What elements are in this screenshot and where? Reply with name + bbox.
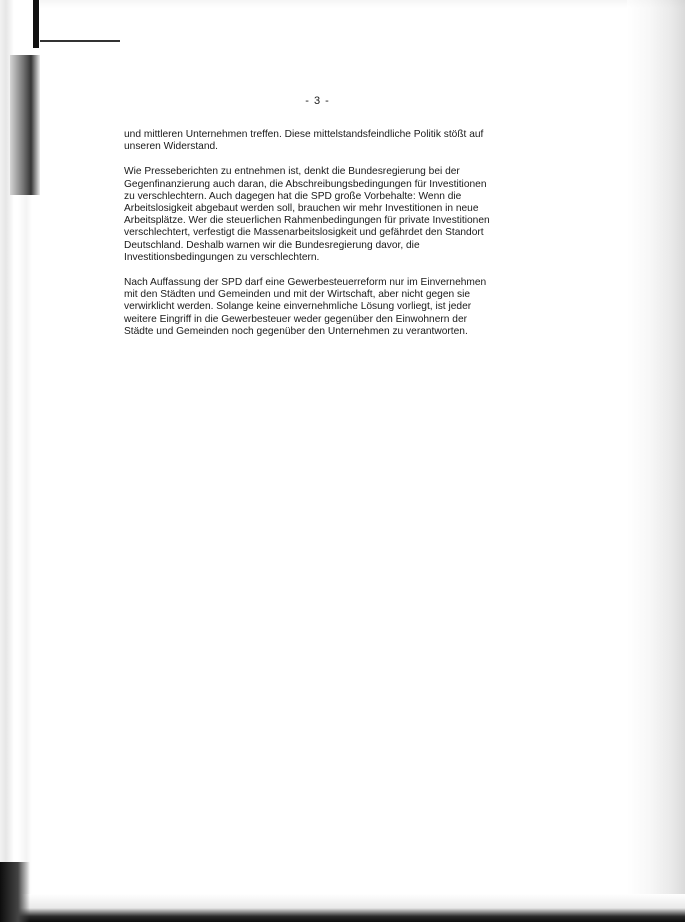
document-page bbox=[40, 48, 632, 898]
paragraph: Wie Presseberichten zu entnehmen ist, denkt die Bundesregierung bei der Gegenfinanzierung auch daran, die Abschreibungsbedingungen für Investitionen zu verschlechtern. Auch dagegen hat die SPD große Vorbehalte: Wenn die Arbeitslosigkeit abgebaut werden soll, brauchen wir mehr Investitionen in neue Arbeitsplätze. Wer die steuerlichen Rahmenbedingungen für private Investitionen verschlechtert, verfestigt die Massenarbeitslosigkeit und gefährdet den Standort Deutschland. Deshalb warnen wir die Bundesregierung davor, die Investitionsbedingungen zu verschlechtern. bbox=[124, 166, 490, 263]
scan-edge-bottom bbox=[0, 894, 685, 922]
page-number: - 3 - bbox=[305, 95, 330, 107]
scan-artifact-bar bbox=[33, 0, 39, 48]
paragraph: Nach Auffassung der SPD darf eine Gewerbesteuerreform nur im Einvernehmen mit den Städten und Gemeinden und mit der Wirtschaft, aber nicht gegen sie verwirklicht werden. Solange keine einvernehmliche Lösung vorliegt, ist jeder weitere Eingriff in die Gewerbesteuer weder gegenüber den Einwohnern der Städte und Gemeinden noch gegenüber den Unternehmen zu verantworten. bbox=[124, 277, 487, 337]
scan-edge-top bbox=[40, 0, 685, 8]
scan-corner-bottom-left bbox=[0, 862, 30, 922]
scan-edge-left-lower bbox=[18, 195, 32, 895]
paragraph: und mittleren Unternehmen treffen. Diese mittelstandsfeindliche Politik stößt auf unseren Widerstand. bbox=[124, 129, 484, 153]
scan-shadow-left bbox=[10, 55, 40, 195]
scan-edge-right bbox=[627, 0, 685, 922]
document-body bbox=[124, 129, 544, 351]
scan-artifact-line bbox=[40, 40, 120, 42]
